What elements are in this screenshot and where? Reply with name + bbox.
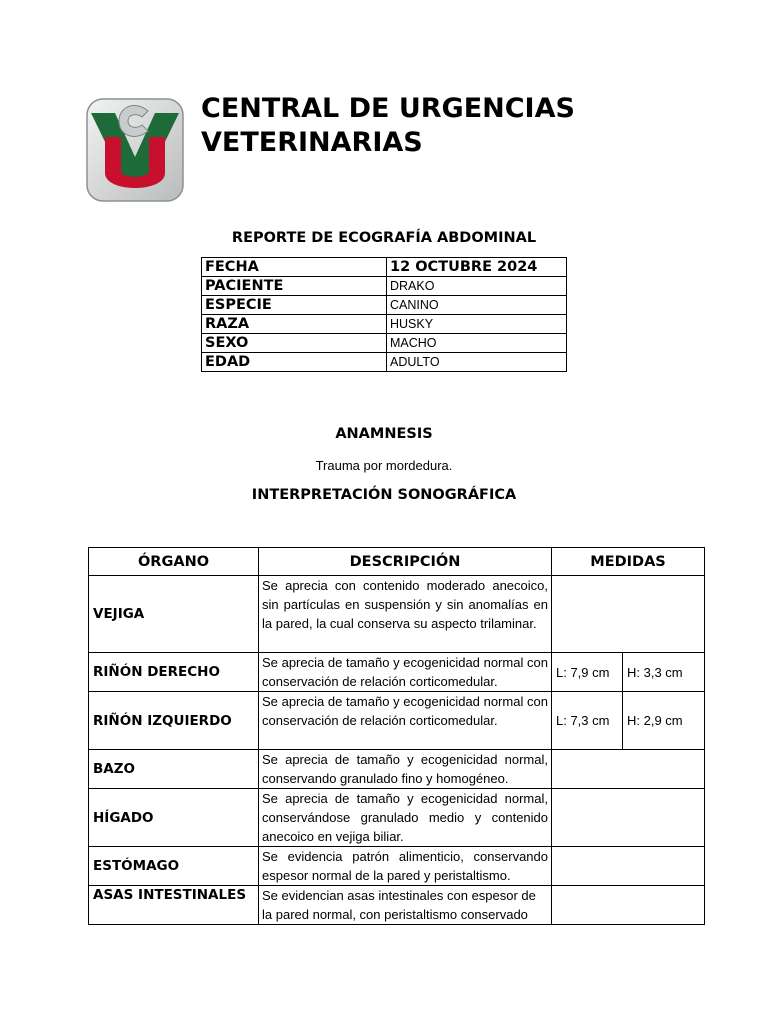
organ-measures (552, 789, 705, 847)
cuv-logo (85, 97, 185, 203)
organ-description: Se aprecia de tamaño y ecogenicidad normal con conservación de relación corticomedular. (259, 692, 552, 750)
table-row (89, 653, 705, 692)
info-row (202, 315, 567, 334)
organ-measures (552, 847, 705, 886)
organ-description: Se aprecia de tamaño y ecogenicidad normal, conservándose granulado medio y contenido anecoico en vejiga biliar. (259, 789, 552, 847)
organ-name: RIÑÓN DERECHO (89, 653, 259, 692)
header-description: DESCRIPCIÓN (259, 548, 552, 576)
organ-name: RIÑÓN IZQUIERDO (89, 692, 259, 750)
info-row (202, 334, 567, 353)
info-label: FECHA (202, 258, 387, 277)
interpretation-title: INTERPRETACIÓN SONOGRÁFICA (251, 487, 517, 503)
info-value: MACHO (387, 334, 567, 353)
table-row (89, 750, 705, 789)
info-value: HUSKY (387, 315, 567, 334)
info-value: DRAKO (387, 277, 567, 296)
patient-info-table (201, 257, 567, 372)
organ-name: BAZO (89, 750, 259, 789)
title-line-1: CENTRAL DE URGENCIAS (201, 93, 575, 124)
info-label: PACIENTE (202, 277, 387, 296)
header-measures: MEDIDAS (552, 548, 705, 576)
organ-name: ASAS INTESTINALES (89, 886, 259, 925)
organization-title (201, 92, 721, 160)
organ-name: ESTÓMAGO (89, 847, 259, 886)
organ-measures (552, 576, 705, 653)
organ-description: Se aprecia de tamaño y ecogenicidad normal, conservando granulado fino y homogéneo. (259, 750, 552, 789)
organ-description: Se evidencia patrón alimenticio, conservando espesor normal de la pared y peristaltismo. (259, 847, 552, 886)
organ-measures (552, 750, 705, 789)
info-row (202, 277, 567, 296)
measure-height: H: 2,9 cm (623, 692, 705, 750)
info-value: ADULTO (387, 353, 567, 372)
header-organ: ÓRGANO (89, 548, 259, 576)
info-row (202, 258, 567, 277)
organ-findings-table (88, 547, 705, 925)
organ-name: VEJIGA (89, 576, 259, 653)
info-value: 12 OCTUBRE 2024 (387, 258, 567, 277)
info-value: CANINO (387, 296, 567, 315)
report-title: REPORTE DE ECOGRAFÍA ABDOMINAL (231, 230, 537, 246)
info-label: EDAD (202, 353, 387, 372)
table-row (89, 847, 705, 886)
organ-name: HÍGADO (89, 789, 259, 847)
info-row (202, 353, 567, 372)
measure-height: H: 3,3 cm (623, 653, 705, 692)
info-label: RAZA (202, 315, 387, 334)
organ-measures (552, 886, 705, 925)
table-header-row (89, 548, 705, 576)
measure-length: L: 7,3 cm (552, 692, 623, 750)
table-row (89, 692, 705, 750)
organ-description: Se evidencian asas intestinales con espesor de la pared normal, con peristaltismo conservado (259, 886, 552, 925)
info-label: ESPECIE (202, 296, 387, 315)
anamnesis-text: Trauma por mordedura. (315, 458, 453, 473)
measure-length: L: 7,9 cm (552, 653, 623, 692)
anamnesis-title: ANAMNESIS (335, 426, 433, 442)
table-row (89, 886, 705, 925)
info-label: SEXO (202, 334, 387, 353)
info-row (202, 296, 567, 315)
table-row (89, 576, 705, 653)
organ-description: Se aprecia con contenido moderado anecoico, sin partículas en suspensión y sin anomalías en la pared, la cual conserva su aspecto trilaminar. (259, 576, 552, 653)
organ-description: Se aprecia de tamaño y ecogenicidad normal con conservación de relación corticomedular. (259, 653, 552, 692)
table-row (89, 789, 705, 847)
title-line-2: VETERINARIAS (201, 127, 423, 158)
